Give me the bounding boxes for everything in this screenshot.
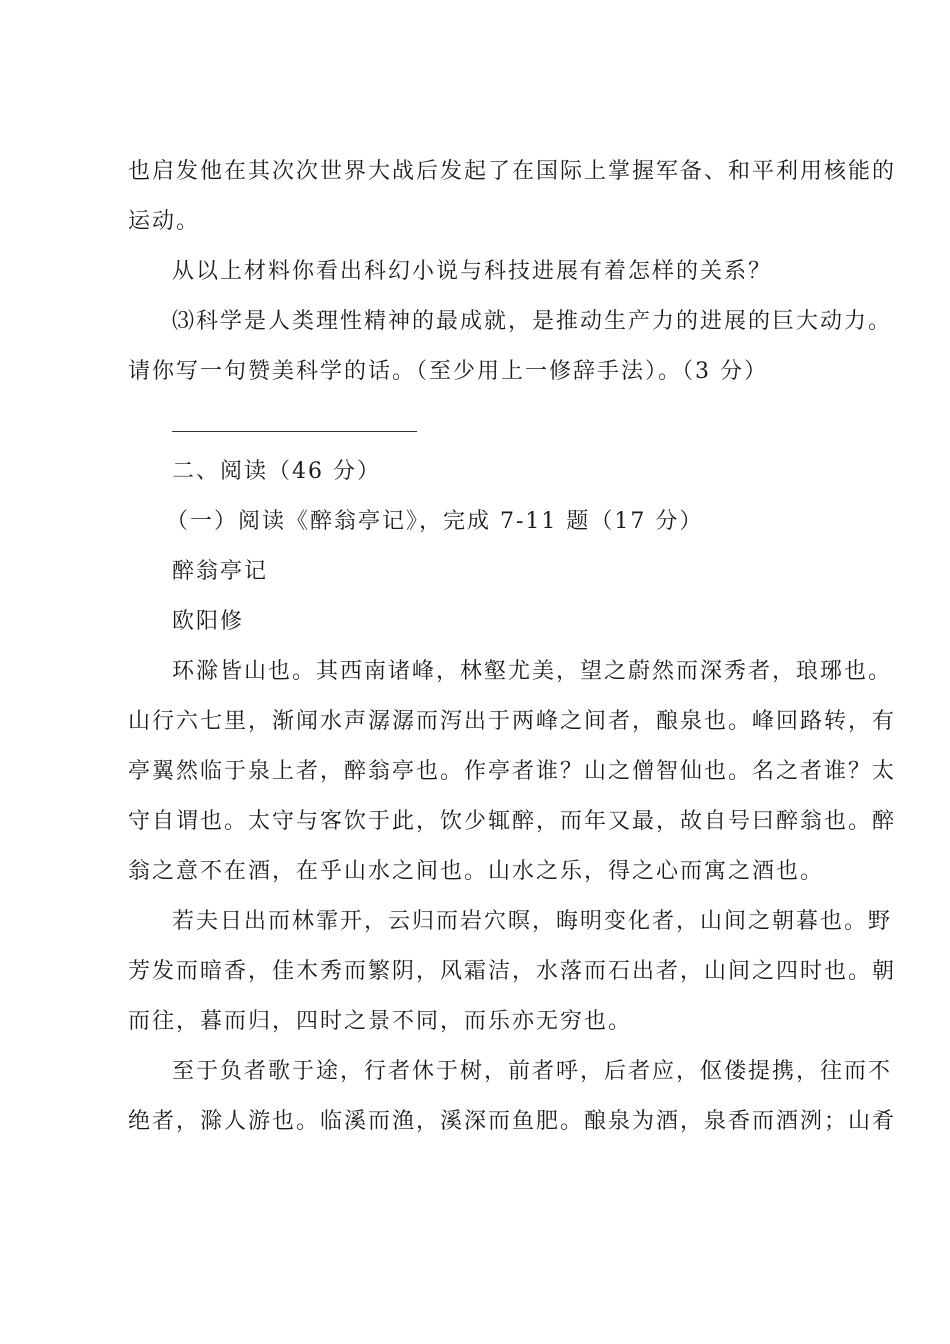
question-text: 从以上材料你看出科幻小说与科技进展有着怎样的关系？: [172, 259, 773, 284]
passage-line: 至于负者歌于途，行者休于树，前者呼，后者应，伛偻提携，往而不: [172, 1059, 893, 1084]
question-text: ⑶科学是人类理性精神的最成就，是推动生产力的进展的巨大动力。: [172, 309, 893, 334]
text-line: 也启发他在其次次世界大战后发起了在国际上掌握军备、和平利用核能的: [128, 159, 897, 184]
question-text: 请你写一句赞美科学的话。（至少用上一修辞手法）。（3 分）: [128, 359, 768, 384]
passage-line: 山行六七里，渐闻水声潺潺而泻出于两峰之间者，酿泉也。峰回路转，有: [128, 709, 897, 734]
passage-line: 翁之意不在酒，在乎山水之间也。山水之乐，得之心而寓之酒也。: [128, 859, 825, 884]
subsection-heading: （一）阅读《醉翁亭记》，完成 7-11 题（17 分）: [166, 509, 704, 534]
section-heading: 二、阅读（46 分）: [172, 459, 381, 484]
passage-line: 亭翼然临于泉上者，醉翁亭也。作亭者谁？山之僧智仙也。名之者谁？太: [128, 759, 897, 784]
passage-author: 欧阳修: [172, 609, 245, 634]
text-line: 运动。: [128, 209, 201, 234]
passage-line: 环滁皆山也。其西南诸峰，林壑尤美，望之蔚然而深秀者，琅琊也。: [172, 659, 893, 684]
passage-line: 芳发而暗香，佳木秀而繁阴，风霜洁，水落而石出者，山间之四时也。朝: [128, 959, 897, 984]
answer-blank-line: [172, 431, 417, 432]
passage-title: 醉翁亭记: [172, 559, 269, 584]
passage-line: 守自谓也。太守与客饮于此，饮少辄醉，而年又最，故自号曰醉翁也。醉: [128, 809, 897, 834]
passage-line: 若夫日出而林霏开，云归而岩穴暝，晦明变化者，山间之朝暮也。野: [172, 909, 893, 934]
passage-line: 绝者，滁人游也。临溪而渔，溪深而鱼肥。酿泉为酒，泉香而酒洌；山肴: [128, 1109, 897, 1134]
passage-line: 而往，暮而归，四时之景不同，而乐亦无穷也。: [128, 1009, 633, 1034]
